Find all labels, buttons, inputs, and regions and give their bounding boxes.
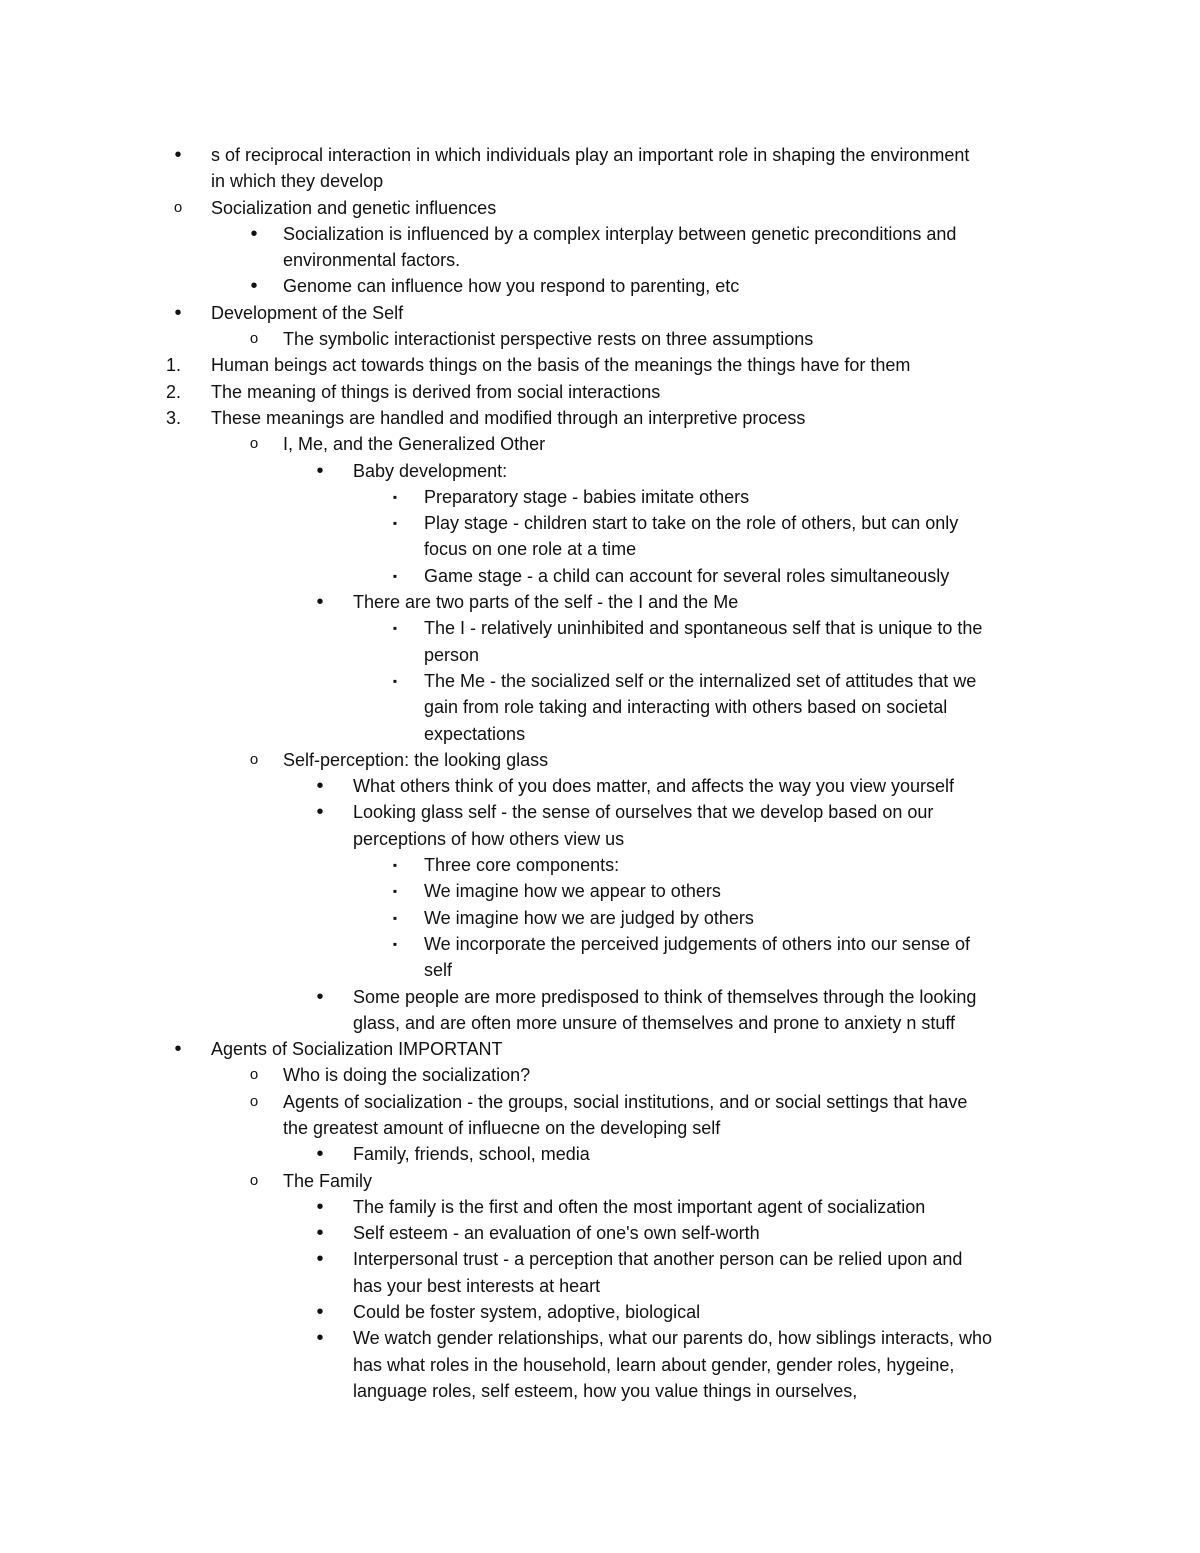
line-text: Preparatory stage - babies imitate others <box>424 486 750 507</box>
square-bullet-icon: ▪ <box>392 884 398 899</box>
line-text: The Family <box>283 1170 373 1191</box>
bullet-icon: • <box>316 1195 324 1218</box>
square-bullet-icon: ▪ <box>392 858 398 873</box>
list-item <box>0 852 1200 878</box>
list-item-continuation <box>0 1115 1200 1141</box>
line-text: person <box>424 644 480 665</box>
line-text: focus on one role at a time <box>424 539 637 560</box>
list-item-continuation <box>0 957 1200 983</box>
list-item-continuation <box>0 536 1200 562</box>
list-item-continuation <box>0 247 1200 273</box>
line-text: The family is the first and often the most important agent of socialization <box>353 1196 926 1217</box>
numbered-item <box>0 379 1200 405</box>
square-bullet-icon: ▪ <box>392 568 398 583</box>
line-text: glass, and are often more unsure of themselves and prone to anxiety n stuff <box>353 1012 956 1033</box>
list-item <box>0 273 1200 299</box>
bullet-icon: • <box>316 1143 324 1166</box>
list-item <box>0 326 1200 352</box>
list-number: 1. <box>166 355 182 376</box>
line-text: Human beings act towards things on the basis of the meanings the things have for them <box>211 355 911 376</box>
list-item <box>0 905 1200 931</box>
line-text: Looking glass self - the sense of ourselves that we develop based on our <box>353 802 934 823</box>
line-text: environmental factors. <box>283 250 461 271</box>
list-item <box>0 221 1200 247</box>
line-text: There are two parts of the self - the I and the Me <box>353 592 739 613</box>
line-text: We incorporate the perceived judgements of others into our sense of <box>424 933 970 954</box>
list-item <box>0 589 1200 615</box>
hollow-bullet-icon: o <box>249 330 259 348</box>
list-number: 2. <box>166 381 182 402</box>
square-bullet-icon: ▪ <box>392 516 398 531</box>
square-bullet-icon: ▪ <box>392 910 398 925</box>
bullet-icon: • <box>316 591 324 614</box>
list-item <box>0 300 1200 326</box>
line-text: Who is doing the socialization? <box>283 1065 531 1086</box>
line-text: has your best interests at heart <box>353 1275 601 1296</box>
line-text: Some people are more predisposed to think of themselves through the looking <box>353 986 977 1007</box>
line-text: Baby development: <box>353 460 508 481</box>
numbered-item <box>0 352 1200 378</box>
line-text: expectations <box>424 723 526 744</box>
line-text: Self esteem - an evaluation of one's own self-worth <box>353 1223 760 1244</box>
hollow-bullet-icon: o <box>249 750 259 768</box>
square-bullet-icon: ▪ <box>392 489 398 504</box>
list-item-continuation <box>0 168 1200 194</box>
list-item <box>0 1141 1200 1167</box>
list-item <box>0 747 1200 773</box>
list-item <box>0 615 1200 641</box>
line-text: gain from role taking and interacting with others based on societal <box>424 697 948 718</box>
line-text: The meaning of things is derived from social interactions <box>211 381 661 402</box>
list-item <box>0 878 1200 904</box>
line-text: has what roles in the household, learn about gender, gender roles, hygeine, <box>353 1354 955 1375</box>
bullet-icon: • <box>316 459 324 482</box>
list-item <box>0 1089 1200 1115</box>
bullet-icon: • <box>316 801 324 824</box>
line-text: Self-perception: the looking glass <box>283 749 549 770</box>
line-text: Interpersonal trust - a perception that another person can be relied upon and <box>353 1249 963 1270</box>
hollow-bullet-icon: o <box>173 198 183 216</box>
list-item-continuation <box>0 721 1200 747</box>
list-item-continuation <box>0 694 1200 720</box>
list-number: 3. <box>166 407 182 428</box>
list-item <box>0 1220 1200 1246</box>
list-item <box>0 195 1200 221</box>
square-bullet-icon: ▪ <box>392 936 398 951</box>
hollow-bullet-icon: o <box>249 435 259 453</box>
hollow-bullet-icon: o <box>249 1171 259 1189</box>
hollow-bullet-icon: o <box>249 1092 259 1110</box>
list-item <box>0 984 1200 1010</box>
line-text: Agents of socialization - the groups, social institutions, and or social settings that have <box>283 1091 968 1112</box>
line-text: Play stage - children start to take on the role of others, but can only <box>424 513 959 534</box>
bullet-icon: • <box>316 1327 324 1350</box>
list-item <box>0 510 1200 536</box>
list-item <box>0 484 1200 510</box>
line-text: The symbolic interactionist perspective rests on three assumptions <box>283 329 814 350</box>
bullet-icon: • <box>174 1038 182 1061</box>
list-item-continuation <box>0 1352 1200 1378</box>
bullet-icon: • <box>174 301 182 324</box>
line-text: language roles, self esteem, how you value things in ourselves, <box>353 1380 858 1401</box>
hollow-bullet-icon: o <box>249 1066 259 1084</box>
list-item <box>0 668 1200 694</box>
bullet-icon: • <box>250 275 258 298</box>
bullet-icon: • <box>316 1301 324 1324</box>
bullet-icon: • <box>174 144 182 166</box>
list-item <box>0 563 1200 589</box>
line-text: Could be foster system, adoptive, biological <box>353 1302 701 1323</box>
line-text: Genome can influence how you respond to parenting, etc <box>283 276 740 297</box>
list-item <box>0 431 1200 457</box>
list-item <box>0 1036 1200 1062</box>
line-text: The I - relatively uninhibited and spontaneous self that is unique to the <box>424 618 983 639</box>
line-text: I, Me, and the Generalized Other <box>283 434 546 455</box>
line-text: in which they develop <box>211 171 384 192</box>
square-bullet-icon: ▪ <box>392 621 398 636</box>
bullet-icon: • <box>250 222 258 245</box>
line-text: Three core components: <box>424 855 620 876</box>
line-text: We imagine how we appear to others <box>424 881 721 902</box>
bullet-icon: • <box>316 985 324 1008</box>
line-text: We watch gender relationships, what our parents do, how siblings interacts, who <box>353 1328 993 1349</box>
list-item <box>0 1299 1200 1325</box>
line-text: Game stage - a child can account for several roles simultaneously <box>424 565 950 586</box>
list-item <box>0 799 1200 825</box>
list-item <box>0 773 1200 799</box>
line-text: These meanings are handled and modified through an interpretive process <box>211 407 806 428</box>
list-item-continuation <box>0 642 1200 668</box>
list-item <box>0 1325 1200 1351</box>
list-item-continuation <box>0 1010 1200 1036</box>
list-item <box>0 1168 1200 1194</box>
line-text: the greatest amount of influecne on the developing self <box>283 1117 721 1138</box>
square-bullet-icon: ▪ <box>392 673 398 688</box>
line-text: s of reciprocal interaction in which individuals play an important role in shaping the environment <box>211 145 970 165</box>
list-item <box>0 931 1200 957</box>
list-item-continuation <box>0 1378 1200 1404</box>
list-item <box>0 1194 1200 1220</box>
bullet-icon: • <box>316 775 324 798</box>
line-text: What others think of you does matter, and affects the way you view yourself <box>353 776 954 797</box>
line-text: Socialization and genetic influences <box>211 197 497 218</box>
notes-body <box>0 142 1200 1404</box>
line-text: Development of the Self <box>211 302 404 323</box>
line-text: The Me - the socialized self or the internalized set of attitudes that we <box>424 670 977 691</box>
line-text: perceptions of how others view us <box>353 828 625 849</box>
list-item <box>0 458 1200 484</box>
list-item <box>0 142 1200 168</box>
line-text: We imagine how we are judged by others <box>424 907 754 928</box>
list-item-continuation <box>0 1273 1200 1299</box>
list-item <box>0 1062 1200 1088</box>
bullet-icon: • <box>316 1248 324 1271</box>
line-text: Family, friends, school, media <box>353 1144 590 1165</box>
numbered-item <box>0 405 1200 431</box>
list-item <box>0 1246 1200 1272</box>
list-item-continuation <box>0 826 1200 852</box>
bullet-icon: • <box>316 1222 324 1245</box>
line-text: Agents of Socialization IMPORTANT <box>211 1039 503 1060</box>
line-text: self <box>424 960 453 981</box>
line-text: Socialization is influenced by a complex interplay between genetic preconditions and <box>283 223 957 244</box>
